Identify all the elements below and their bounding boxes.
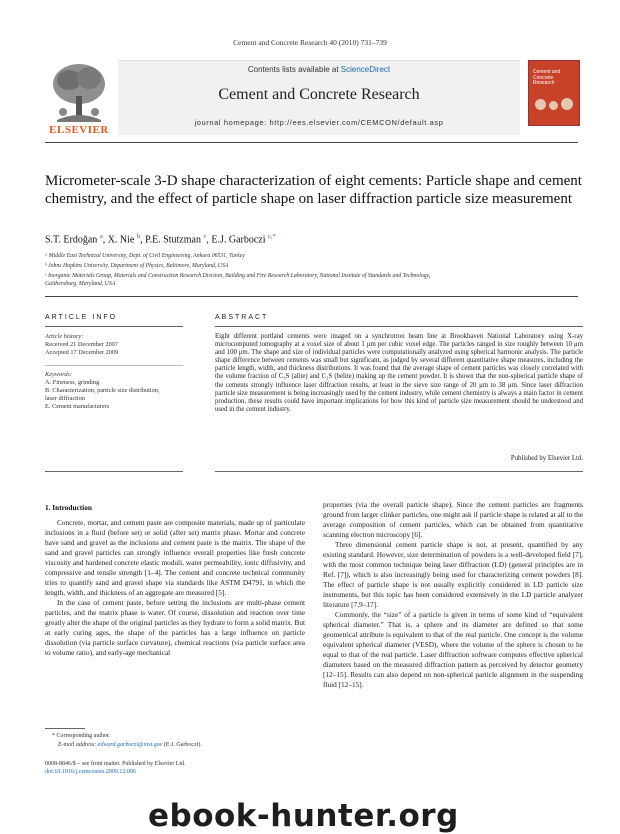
cover-image-dot: [549, 101, 558, 110]
paragraph: Concrete, mortar, and cement paste are composite materials, made up of particulate inclusions in a fluid (before set) or solid (after set) matrix phase. Mortar and concrete have sand and gravel as the inclusions and cement paste is the matrix. The shape of the sand and gravel particles can strongly influence overall properties like fresh concrete viscosity and hardened concrete elastic moduli, water permeability, ionic diffusivity, and compressive and tensile strength [1–4]. The cement and concrete technical community tries to quantify sand and gravel shape via standards like ASTM D4791, in which the length, width, and thickness of an aggregate are measured [5].: [45, 518, 305, 597]
affiliation-a: ᵃ Middle East Technical University, Dept. of Civil Engineering, Ankara 06531, Turkey: [45, 253, 245, 259]
footnote-rule: [45, 728, 85, 729]
history-label: Article history:: [45, 333, 84, 340]
author-affiliation-marker[interactable]: a: [99, 233, 103, 240]
cover-image-dot: [561, 98, 573, 110]
received-date: Received 21 December 2007: [45, 341, 118, 348]
article-info-heading: ARTICLE INFO: [45, 314, 118, 321]
header-divider: [45, 142, 578, 143]
abstract-rule: [215, 326, 583, 327]
author-name: P.E. Stutzman: [145, 234, 201, 246]
affiliation-b: ᵇ Johns Hopkins University, Department of Physics, Baltimore, Maryland, USA: [45, 263, 229, 269]
author-affiliation-marker[interactable]: b: [136, 233, 141, 240]
keywords-rule: [45, 365, 183, 366]
keywords-label: Keywords:: [45, 371, 73, 378]
author-name: E.J. Garboczi: [211, 234, 266, 246]
right-column-text: [323, 500, 583, 690]
issn-line: 0008-8846/$ – see front matter. Published by Elsevier Ltd.: [45, 761, 186, 767]
watermark-text: ebook-hunter.org: [148, 798, 459, 834]
author-name: X. Nie: [107, 234, 135, 246]
article-info-rule: [45, 326, 183, 327]
keyword-item: B. Characterization, particle size distribution,: [45, 387, 160, 394]
journal-homepage-link[interactable]: journal homepage: http://ees.elsevier.com/CEMCON/default.asp: [194, 118, 444, 127]
left-column-text: [45, 518, 305, 658]
abstract-heading: ABSTRACT: [215, 314, 269, 321]
author-name: S.T. Erdoğan: [45, 234, 98, 246]
journal-citation-line: Cement and Concrete Research 40 (2010) 731–739: [233, 38, 387, 47]
article-title: Micrometer-scale 3-D shape characterization of eight cements: Particle shape and cement chemistry, and the effect of particle shape on laser diffraction particle size measurement: [45, 173, 582, 207]
email-line: [58, 741, 202, 749]
cover-title: Cement and Concrete Research: [533, 69, 561, 86]
article-history: [45, 333, 195, 357]
author-list: S.T. Erdoğan $^a$, X. Nie $^b$, P.E. Stutzman $^c$, E.J. Garboczi $^{c,*}$: [45, 233, 276, 246]
keyword-item: E. Cement manufacturers: [45, 403, 110, 410]
affiliation-c-continued: Gaithersburg, Maryland, USA: [45, 281, 116, 287]
doi-link[interactable]: doi:10.1016/j.cemconres.2009.12.006: [45, 769, 136, 775]
corresponding-author-note: * Corresponding author.: [52, 733, 111, 739]
accepted-date: Accepted 17 December 2009: [45, 349, 119, 356]
keyword-item: laser diffraction: [45, 395, 85, 402]
email-suffix: (E.J. Garboczi).: [162, 742, 202, 748]
author-affiliation-marker[interactable]: c,*: [268, 233, 276, 240]
sciencedirect-link[interactable]: ScienceDirect: [340, 65, 391, 74]
abstract-text: Eight different portland cements were imaged on a synchrotron beam line at Brookhaven National Laboratory using X-ray microcomputed tomography at a voxel size of about 1 μm per cubic voxel edge. The particles ranged in size roughly between 10 μm and 100 μm. The shape and size of individual particles were computationally analyzed using spherical harmonic analysis. The particle shape difference between cements was small but significant, as judged by several different quantitative shape measures, including the particle length, width, and thickness distributions. It was found that the average shape of cement particles was closely correlated with the volume fraction of C₃S (alite) and C₂S (belite) making up the cement powder. It is shown that the non-spherical particle shape of the cements strongly influence laser diffraction results, at least in the sieve size range of 20 μm to 38 μm. Since laser diffraction particle size measurement is being increasingly used by the cement industry, while cement chemistry is always a main factor in cement production, these results could have important implications for how this kind of particle size measurement should be understood and used in the cement industry.: [215, 333, 583, 413]
elsevier-tree-logo-icon: [47, 60, 111, 134]
elsevier-wordmark: ELSEVIER: [49, 124, 109, 136]
email-link[interactable]: edward.garboczi@nist.gov: [97, 742, 163, 748]
cover-image-dot: [535, 99, 546, 110]
paragraph: Commonly, the “size” of a particle is given in terms of some kind of “equivalent spherical diameter.” That is, a sphere and its diameter are defined so that some geometrical attribute is equivalent to that of the real particle. One concept is the volume equivalent spherical diameter (VESD), where the volume of the sphere is chosen to be equal to that of the real particle. Laser diffraction software computes effective spherical diameters based on the measured diffraction pattern as perceived by detector geometry [12–15]. Results can also depend on non-spherical particle alignment in the suspending fluid [12–15].: [323, 610, 583, 689]
published-by: Published by Elsevier Ltd.: [510, 455, 583, 462]
abstract-bottom-rule: [215, 471, 583, 472]
contents-availability-line: [118, 65, 520, 74]
journal-title: Cement and Concrete Research: [218, 86, 420, 103]
contents-prefix: Contents lists available at: [247, 65, 341, 74]
introduction-heading: 1. Introduction: [45, 503, 92, 512]
keywords-block: [45, 371, 195, 411]
doi-line: [45, 768, 136, 776]
affiliation-c: ᶜ Inorganic Materials Group, Materials and Construction Research Division, Building and Fire Research Laboratory, National Institute of Standards and Technology,: [45, 273, 431, 279]
author-affiliation-marker[interactable]: c: [203, 233, 207, 240]
paragraph: Three dimensional cement particle shape is not, at present, quantified by any existing standard. However, size determination of powders is a well-developed field [7], with the most common technique being laser diffraction (LD) (general principles are in Ref. [7]), which is also increasingly being used for characterizing cement powders [8]. The effect of particle shape is not usually explicitly considered in LD particle size instruments, but this topic has been considered extensively in the LD particle analyzer literature [7,9–17].: [323, 540, 583, 609]
info-bottom-rule: [45, 471, 183, 472]
section-divider: [45, 296, 578, 297]
journal-cover-thumbnail: [528, 60, 580, 126]
email-label: E-mail address:: [58, 742, 98, 748]
keyword-item: A. Fineness, grinding: [45, 379, 100, 386]
paragraph: In the case of cement paste, before setting the inclusions are multi-phase cement particles, and the matrix phase is water. Of course, dissolution and reaction over time greatly alter the shape of the original particles as they hydrate to form a solid matrix. But at early curing ages, the shape of the particles has a large influence on particle dissolution (via particle surface curvature), chemical reactions (via particle surface area to volume ratio), and early-age mechanical: [45, 598, 305, 657]
paragraph: properties (via the overall particle shape). Since the cement particles are fragments ground from larger clinker particles, one might ask if particle shape is related at all to the average composition of cement particles, which can be obtained from quantitative scanning electron microscopy [6].: [323, 500, 583, 539]
